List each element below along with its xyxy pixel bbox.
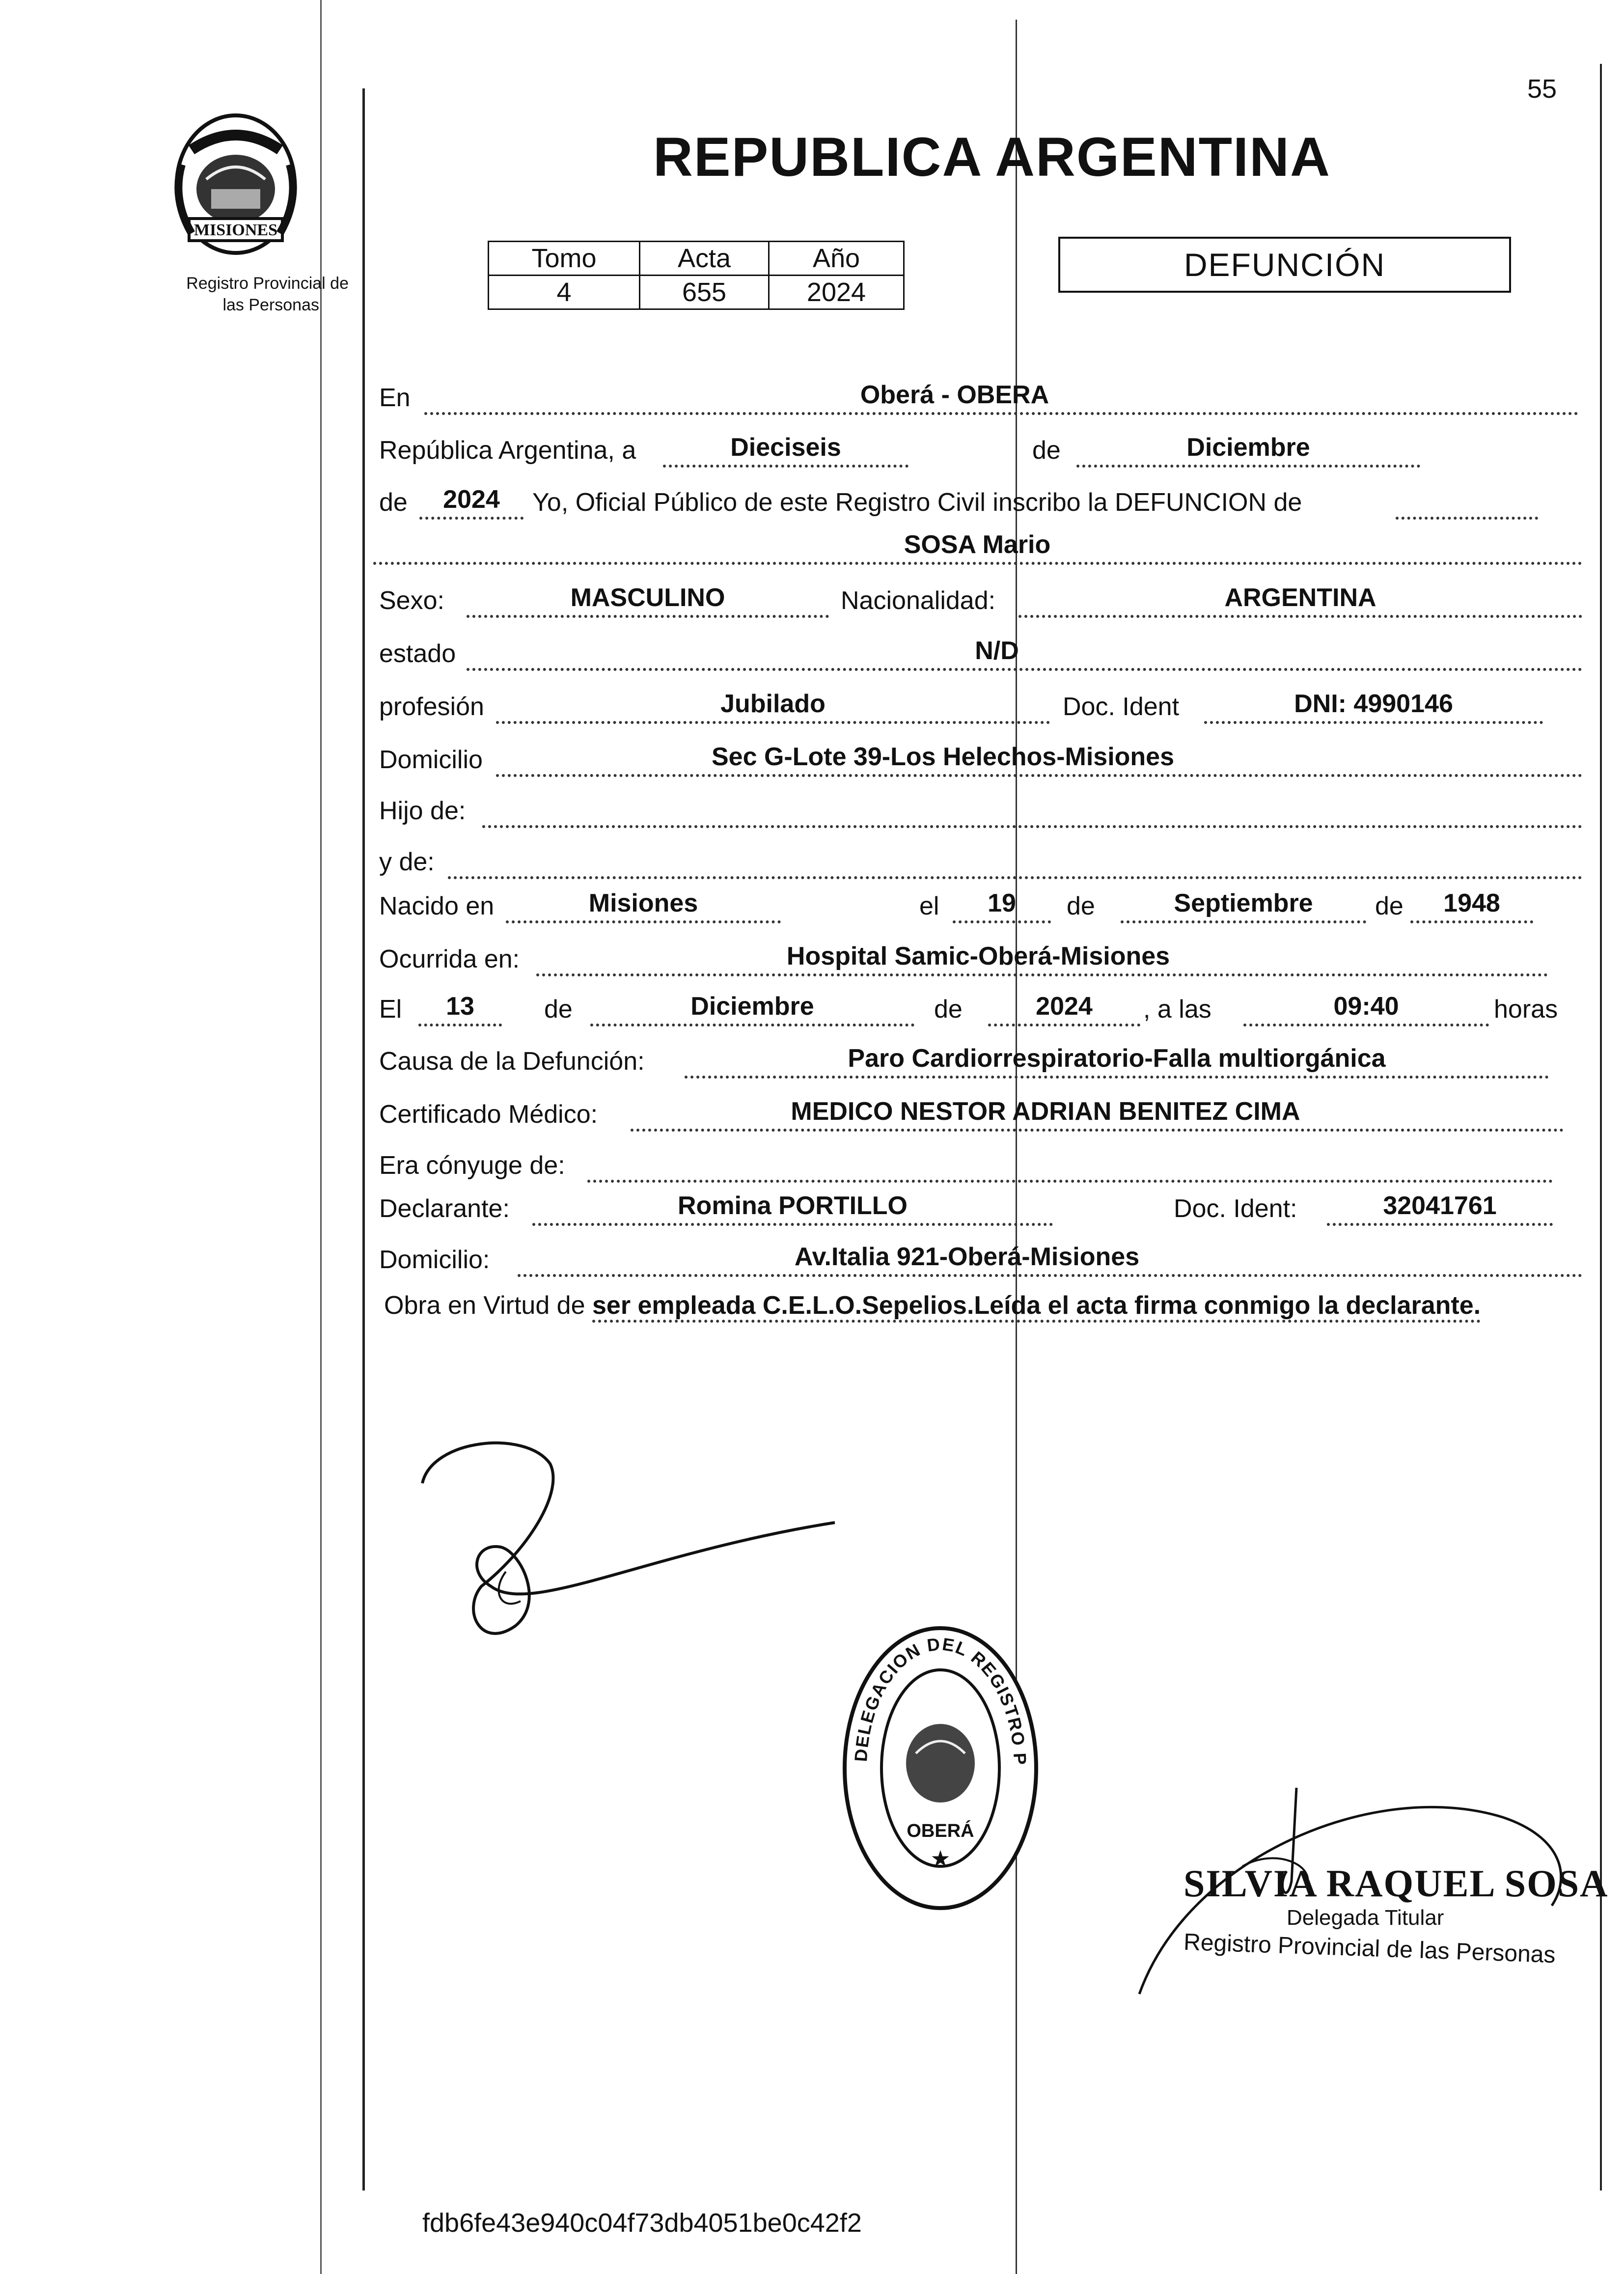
crest-text: MISIONES [193,221,278,239]
birth-year: 1948 [1443,889,1500,917]
declarante-label: Declarante: [379,1194,510,1223]
de3-label: de [1067,892,1095,920]
row-declarante [379,1192,1582,1226]
row-profesion [379,690,1582,724]
de-label: de [1032,436,1061,465]
de6-label: de [934,995,963,1024]
seal-ring-text: DELEGACION DEL REGISTRO P [851,1634,1031,1766]
document-title: REPUBLICA ARGENTINA [653,126,1331,188]
nacionalidad-value: ARGENTINA [1224,583,1376,612]
yde-label: y de: [379,848,435,876]
registry-seal [837,1621,1044,1915]
cert-label: Certificado Médico: [379,1100,598,1129]
el2-label: El [379,995,402,1024]
month-value: Diciembre [1186,433,1310,462]
row-date [379,433,1582,468]
ocurrida-label: Ocurrida en: [379,945,520,973]
row-domicilio2 [379,1243,1582,1277]
row-en [379,381,1582,415]
estado-label: estado [379,639,456,668]
cert-value: MEDICO NESTOR ADRIAN BENITEZ CIMA [791,1097,1300,1126]
nacionalidad-label: Nacionalidad: [841,586,996,615]
estado-value: N/D [975,637,1019,665]
obra-paragraph [384,1287,1582,1324]
deceased-name: SOSA Mario [904,530,1051,559]
doc2-label: Doc. Ident: [1174,1194,1297,1223]
document-hash: fdb6fe43e940c04f73db4051be0c42f2 [422,2208,862,2238]
hijo-label: Hijo de: [379,797,466,825]
seal-center-text: OBERÁ [907,1821,974,1841]
profesion-label: profesión [379,693,484,721]
causa-label: Causa de la Defunción: [379,1047,645,1076]
row-yde [379,845,1582,879]
row-domicilio [379,743,1582,777]
ocurrida-value: Hospital Samic-Oberá-Misiones [786,942,1170,971]
birth-month: Septiembre [1174,889,1313,917]
anio-value: 2024 [769,276,904,309]
conyuge-label: Era cónyuge de: [379,1151,565,1180]
anio-header: Año [769,242,904,276]
signer-role: Delegada Titular [1287,1906,1444,1930]
doc-value: DNI: 4990146 [1294,690,1453,718]
death-year: 2024 [1036,992,1093,1021]
acta-value: 655 [640,276,769,309]
record-type-box: DEFUNCIÓN [1058,237,1511,293]
left-margin-line [320,0,322,2274]
alas-label: , a las [1143,995,1211,1024]
death-month: Diciembre [690,992,814,1021]
row-hijo [379,794,1582,828]
death-day: 13 [446,992,474,1021]
province-crest-logo [162,111,309,258]
de4-label: de [1375,892,1404,920]
row-causa [379,1044,1582,1079]
record-table [488,241,905,310]
obra-value: ser empleada C.E.L.O.Sepelios.Leída el acta firma conmigo la declarante. [592,1291,1481,1323]
row-name [373,530,1582,565]
tomo-value: 4 [489,276,640,309]
page-number: 55 [1527,74,1557,104]
row-estado [379,637,1582,671]
tomo-header: Tomo [489,242,640,276]
el-label: el [919,892,939,920]
signer-name: SILVIA RAQUEL SOSA [1184,1862,1609,1905]
year-value: 2024 [443,485,500,514]
row-sexo [379,583,1582,618]
row-nacido [379,889,1582,923]
republica-label: República Argentina, a [379,436,636,465]
domicilio-label: Domicilio [379,746,483,774]
row-conyuge [379,1148,1582,1183]
horas-label: horas [1494,995,1558,1024]
day-value: Dieciseis [730,433,841,462]
svg-text:★: ★ [930,1846,951,1871]
row-certificado [379,1097,1582,1132]
signer-organization: Registro Provincial de las Personas [1183,1929,1556,1969]
row-ocurrida [379,942,1582,976]
form-left-border [362,88,365,2191]
causa-value: Paro Cardiorrespiratorio-Falla multiorgánica [848,1044,1386,1073]
de5-label: de [544,995,573,1024]
declarant-signature [403,1424,894,1680]
birth-day: 19 [988,889,1016,917]
place-value: Oberá - OBERA [860,381,1049,409]
en-label: En [379,384,411,412]
nacido-value: Misiones [588,889,698,917]
domicilio-value: Sec G-Lote 39-Los Helechos-Misiones [711,743,1175,771]
sexo-value: MASCULINO [570,583,725,612]
row-statement [379,485,1582,520]
declarante-value: Romina PORTILLO [678,1192,908,1220]
doc-label: Doc. Ident [1063,693,1180,721]
profesion-value: Jubilado [720,690,826,718]
statement-text: Yo, Oficial Público de este Registro Civil inscribo la DEFUNCION de [532,488,1302,517]
domicilio2-value: Av.Italia 921-Oberá-Misiones [794,1243,1140,1271]
fold-line [1016,20,1017,2274]
sexo-label: Sexo: [379,586,444,615]
registry-label: Registro Provincial de las Personas [186,274,349,314]
nacido-label: Nacido en [379,892,495,920]
row-death-date [379,992,1582,1026]
doc2-value: 32041761 [1383,1192,1497,1220]
de2-label: de [379,488,408,517]
death-time: 09:40 [1333,992,1399,1021]
obra-label: Obra en Virtud de [384,1291,585,1320]
domicilio2-label: Domicilio: [379,1246,490,1274]
acta-header: Acta [640,242,769,276]
